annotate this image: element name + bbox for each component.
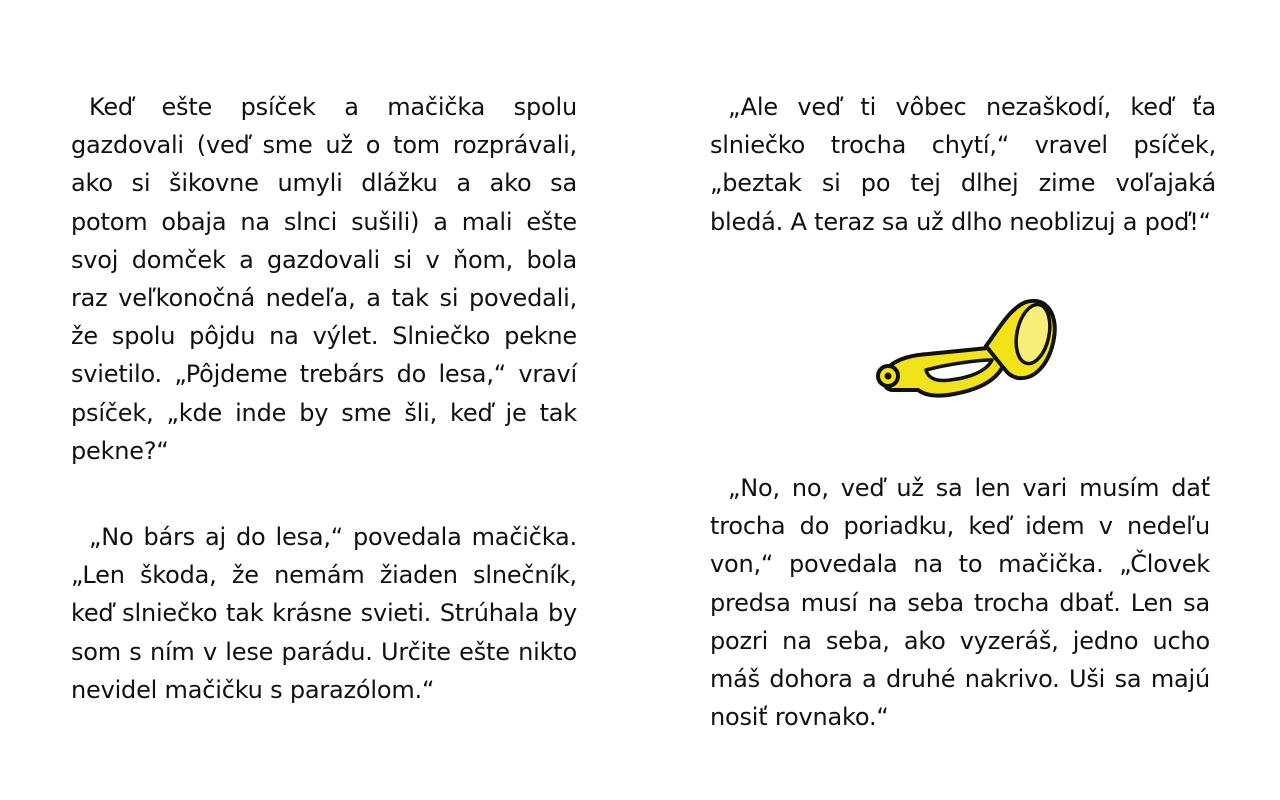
left-paragraph-2: „No bárs aj do lesa,“ povedala mačička. „Len škoda, že nemám žiaden slnečník, keď slniečko tak krásne svieti. Strúhala by som s ním v lese parádu. Určite ešte nikto nevidel mačičku s parazólom.“ — [71, 523, 577, 704]
left-paragraph-1: Keď ešte psíček a mačička spolu gazdovali (veď sme už o tom rozprávali, ako si šikovne umyli dlážku a ako sa potom obaja na slnci sušili) a mali ešte svoj domček a gazdovali si v ňom, bola raz veľkonočná nedeľa, a tak si povedali, že spolu pôjdu na výlet. Slniečko pekne svietilo. „Pôjdeme trebárs do lesa,“ vraví psíček, „kde inde by sme šli, keď je tak pekne?“ — [71, 93, 577, 465]
right-page-lower — [710, 469, 1210, 736]
paragraph-gap — [71, 470, 577, 518]
trumpet-icon — [868, 290, 1060, 424]
right-paragraph-2: „No, no, veď už sa len vari musím dať trocha do poriadku, keď idem v nedeľu von,“ povedala na to mačička. „Človek predsa musí na seba trocha dbať. Len sa pozri na seba, ako vyzeráš, jedno ucho máš dohora a druhé nakrivo. Uši sa majú nosiť rovnako.“ — [710, 474, 1210, 732]
right-page — [710, 88, 1216, 241]
right-paragraph-1: „Ale veď ti vôbec nezaškodí, keď ťa slniečko trocha chytí,“ vravel psíček, „beztak si po tej dlhej zime voľajaká bledá. A teraz sa už dlho neoblizuj a poď!“ — [710, 93, 1216, 236]
left-page — [71, 88, 577, 709]
